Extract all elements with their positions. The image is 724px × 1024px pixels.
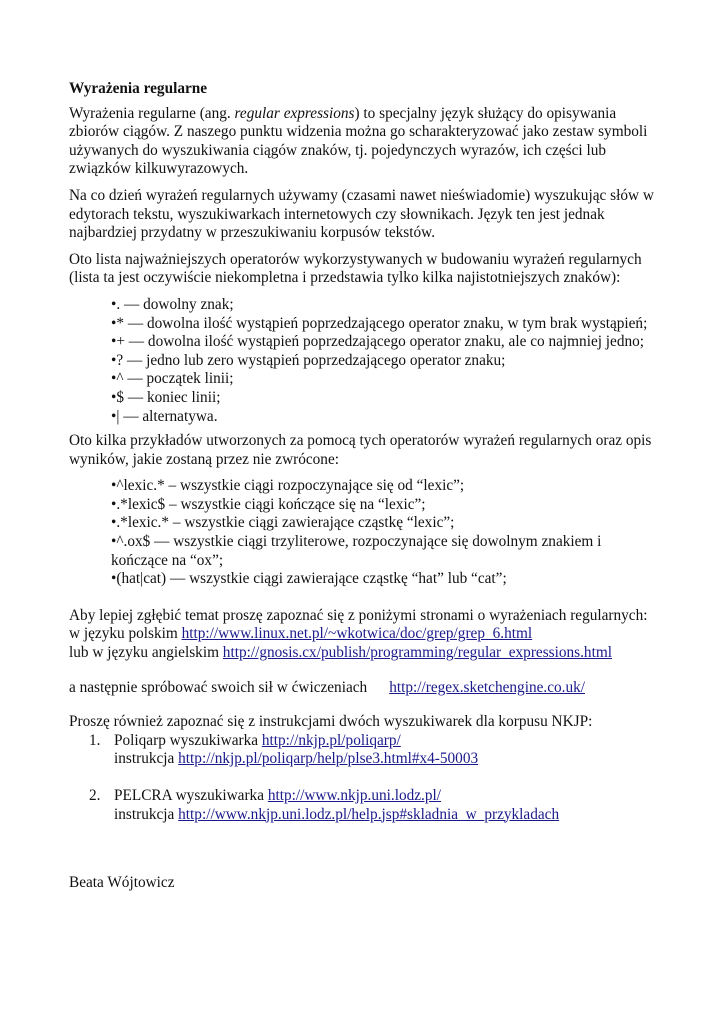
example-item: •(hat|cat) — wszystkie ciągi zawierające cząstkę “hat” lub “cat”;: [111, 570, 507, 588]
poliqarp-instruction-link[interactable]: http://nkjp.pl/poliqarp/help/plse3.html#x4-50003: [178, 750, 479, 768]
engine-name: PELCRA wyszukiwarka: [114, 787, 268, 804]
operator-item: •+ — dowolna ilość wystąpień poprzedzającego operator znaku, ale co najmniej jedno;: [111, 333, 645, 351]
document-page: [69, 80, 659, 893]
further-reading-intro: Aby lepiej zgłębić temat proszę zapoznać się z poniżymi stronami o wyrażeniach regularnych:: [69, 606, 648, 624]
author-signature: Beata Wójtowicz: [69, 874, 175, 892]
engine-item-poliqarp: [69, 732, 659, 769]
english-link-line: [69, 644, 659, 663]
practice-label: a następnie spróbować swoich sił w ćwiczeniach: [69, 678, 368, 696]
operator-item: •? — jedno lub zero wystąpień poprzedzającego operator znaku;: [111, 351, 506, 369]
intro-text-end: ) to specjalny język służący do opisywania zbiorów ciągów. Z naszego punktu widzenia można go scharakteryzować jako zestaw symboli używanych do wyszukiwania ciągów znaków, tj. pojedynczych wyrazów, ich części lub związków kilkuwyrazowych.: [69, 104, 648, 178]
operator-item: •| — alternatywa.: [111, 407, 218, 425]
operator-item: •$ — koniec linii;: [111, 388, 221, 406]
intro-text-start: Wyrażenia regularne (ang.: [69, 104, 235, 122]
polish-link-label: w języku polskim: [69, 625, 182, 643]
instruction-label: instrukcja: [114, 750, 179, 768]
engine-number: 1.: [89, 731, 101, 749]
operator-item: •. — dowolny znak;: [111, 295, 234, 313]
english-link-label: lub w języku angielskim: [69, 644, 223, 662]
document-title: Wyrażenia regularne: [69, 80, 208, 97]
engines-intro: Proszę również zapoznać się z instrukcjami dwóch wyszukiwarek dla korpusu NKJP:: [69, 713, 593, 731]
operator-item: •* — dowolna ilość wystąpień poprzedzającego operator znaku, w tym brak wystąpień;: [111, 314, 648, 332]
operators-list: [69, 296, 659, 426]
usage-paragraph: Na co dzień wyrażeń regularnych używamy (czasami nawet nieświadomie) wyszukując słów w edytorach tekstu, wyszukiwarkach internetowych czy słownikach. Język ten jest jednak najbardziej przydatny w przeszukiwaniu korpusów tekstów.: [69, 186, 654, 242]
further-reading-section: [69, 607, 659, 697]
poliqarp-link[interactable]: http://nkjp.pl/poliqarp/: [261, 731, 401, 749]
intro-italic-term: regular expressions: [234, 104, 355, 122]
operators-intro-paragraph: Oto lista najważniejszych operatorów wykorzystywanych w budowaniu wyrażeń regularnych (lista ta jest oczywiście niekompletna i przedstawia tylko kilka najistotniejszych znaków):: [69, 250, 642, 287]
examples-intro-paragraph: Oto kilka przykładów utworzonych za pomocą tych operatorów wyrażeń regularnych oraz opis wyników, jakie zostaną przez nie zwrócone:: [69, 432, 652, 468]
pelcra-link[interactable]: http://www.nkjp.uni.lodz.pl/: [267, 787, 442, 804]
practice-line: [69, 679, 659, 698]
example-item: •^lexic.* – wszystkie ciągi rozpoczynające się od “lexic”;: [111, 477, 465, 495]
english-regex-link[interactable]: http://gnosis.cx/publish/programming/regular_expressions.html: [222, 644, 612, 662]
example-item: •^.ox$ — wszystkie ciągi trzyliterowe, rozpoczynające się dowolnym znakiem i kończące na “ox”;: [111, 533, 602, 569]
engines-list: [69, 732, 659, 824]
pelcra-instruction-link[interactable]: http://www.nkjp.uni.lodz.pl/help.jsp#skladnia_w_przykladach: [178, 805, 560, 823]
intro-paragraph: [69, 105, 659, 179]
list-spacer: [69, 769, 659, 787]
example-item: •.*lexic$ – wszystkie ciągi kończące się na “lexic”;: [111, 495, 426, 513]
polish-link-line: [69, 625, 659, 644]
examples-list: [69, 477, 659, 589]
engines-section: [69, 713, 659, 824]
example-item: •.*lexic.* – wszystkie ciągi zawierające cząstkę “lexic”;: [111, 514, 455, 532]
practice-link[interactable]: http://regex.sketchengine.co.uk/: [389, 678, 586, 696]
engine-item-pelcra: [69, 787, 659, 824]
polish-regex-link[interactable]: http://www.linux.net.pl/~wkotwica/doc/grep/grep_6.html: [181, 625, 533, 643]
operator-item: •^ — początek linii;: [111, 370, 234, 388]
instruction-label: instrukcja: [114, 805, 179, 823]
engine-number: 2.: [89, 787, 101, 804]
engine-name: Poliqarp wyszukiwarka: [114, 731, 262, 749]
